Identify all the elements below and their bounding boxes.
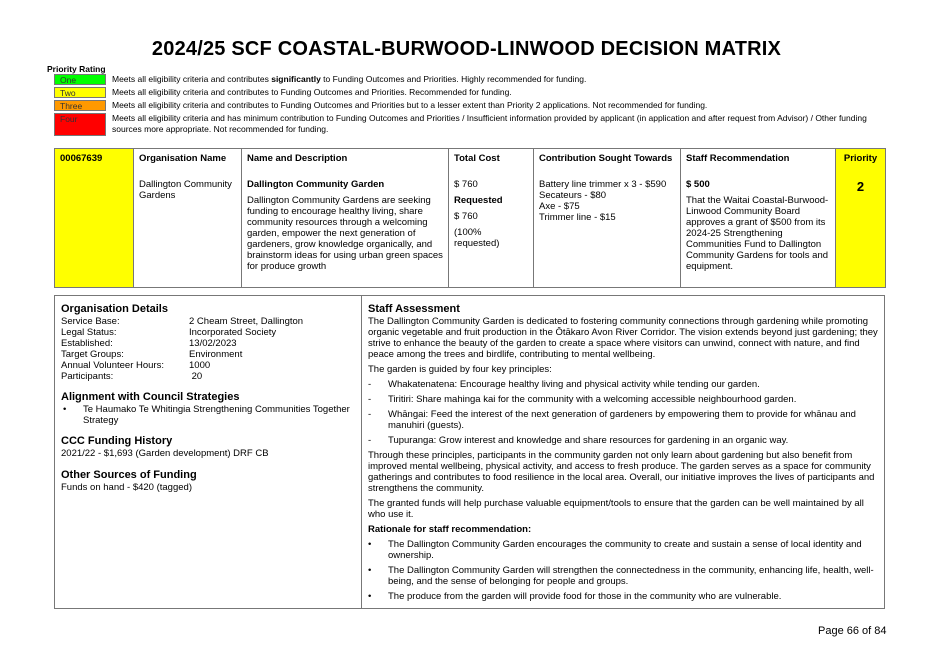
requested-amount: $ 760	[454, 211, 478, 222]
detail-row: Participants: 20	[61, 371, 203, 382]
rationale-item: • The Dallington Community Garden encourages the community to create and sustain a sense of local identity and ownership.	[368, 539, 862, 561]
principle-item: - Whakatenatena: Encourage healthy living and physical activity while tending our garden.	[368, 379, 760, 390]
legend-text-one: Meets all eligibility criteria and contributes significantly to Funding Outcomes and Priorities. Highly recommended for funding.	[112, 74, 587, 84]
rationale-heading: Rationale for staff recommendation:	[368, 524, 532, 535]
requested-label: Requested	[454, 195, 503, 206]
header-staff-recommendation: Staff Recommendation	[681, 149, 836, 176]
project-description: Dallington Community Gardens are seeking funding to encourage healthy living, share community resources through a welcoming garden, empower the next generation of gardeners, grow knowledge organically, and brainstorm ideas for using urban green spaces for produce growth	[247, 195, 443, 272]
detail-row: Annual Volunteer Hours: 1000	[61, 360, 211, 371]
header-organisation-name: Organisation Name	[134, 149, 242, 176]
principles-intro: The garden is guided by four key principles:	[368, 364, 552, 375]
priority-legend	[54, 74, 884, 138]
assessment-paragraph: The granted funds will help purchase valuable equipment/tools to ensure that the garden can be well maintained by all who use it.	[368, 498, 864, 520]
detail-row: Target Groups: Environment	[61, 349, 243, 360]
header-name-description: Name and Description	[242, 149, 449, 176]
contribution-item: Secateurs - $80	[539, 190, 607, 201]
bullet-icon: •	[368, 565, 372, 576]
alignment-heading: Alignment with Council Strategies	[61, 391, 240, 403]
legend-swatch-four: Four	[54, 113, 106, 136]
header-contribution: Contribution Sought Towards	[534, 149, 681, 176]
page-number: Page 66 of 84	[818, 625, 887, 637]
principle-item: - Tiritiri: Share mahinga kai for the community with a welcoming accessible neighbourhood garden.	[368, 394, 797, 405]
priority-value: 2	[836, 175, 886, 288]
principle-item: - Whāngai: Feed the interest of the next generation of gardeners by empowering them to provide for whānau and manuhiri (guests).	[368, 409, 856, 431]
total-cost-value: $ 760	[454, 179, 478, 190]
legend-row-one	[54, 74, 884, 85]
staff-recommendation-cell	[681, 175, 836, 288]
legend-text-four: Meets all eligibility criteria and has minimum contribution to Funding Outcomes and Priorities / Insufficient information provided by applicant (in application and after request from Advisor) / Other funding sources more appropriate. Not recommended for funding.	[112, 113, 867, 134]
bullet-icon: •	[368, 591, 372, 602]
staff-assessment-column	[362, 296, 884, 608]
funding-history-text: 2021/22 - $1,693 (Garden development) DRF CB	[61, 448, 269, 459]
detail-row: Service Base: 2 Cheam Street, Dallington	[61, 316, 304, 327]
recommendation-text: That the Waitai Coastal-Burwood-Linwood Community Board approves a grant of $500 from its 2024-25 Strengthening Communities Fund to Dallington Community Gardens for tools and equipment.	[686, 195, 829, 272]
organisation-details-heading: Organisation Details	[61, 303, 168, 315]
detail-row: Established: 13/02/2023	[61, 338, 237, 349]
contribution-item: Axe - $75	[539, 201, 580, 212]
assessment-intro: The Dallington Community Garden is dedicated to fostering community connections through gardening while promoting organic vegetable and fruit production in the Ōtākaro Avon River Corridor. The vision extends beyond just gardening; they strive to enhance the beauty of the garden to create a space where visitors can unwind, connect with nature, and find peace among the trees and birdlife, contributing to mental wellbeing.	[368, 316, 878, 360]
legend-text-three: Meets all eligibility criteria and contributes to Funding Outcomes and Priorities but to a lesser extent than Priority 2 applications. Not recommended for funding.	[112, 100, 708, 110]
dash-icon: -	[368, 409, 372, 420]
alignment-item: • Te Haumako Te Whitingia Strengthening Communities Together Strategy	[63, 404, 350, 426]
legend-row-three	[54, 100, 884, 111]
dash-icon: -	[368, 435, 372, 446]
requested-percentage: (100% requested)	[454, 227, 500, 249]
legend-swatch-one: One	[54, 74, 106, 85]
detail-row: Legal Status: Incorporated Society	[61, 327, 277, 338]
dash-icon: -	[368, 394, 372, 405]
matrix-header-row	[55, 149, 886, 176]
recommended-amount: $ 500	[686, 179, 710, 190]
contribution-item: Battery line trimmer x 3 - $590	[539, 179, 667, 190]
principle-item: - Tupuranga: Grow interest and knowledge and share resources for gardening in an organic way.	[368, 435, 789, 446]
decision-matrix-table	[54, 148, 886, 288]
dash-icon: -	[368, 379, 372, 390]
contribution-cell	[534, 175, 681, 288]
staff-assessment-heading: Staff Assessment	[368, 303, 460, 315]
details-panel	[54, 295, 885, 609]
bullet-icon: •	[368, 539, 372, 550]
legend-swatch-two: Two	[54, 87, 106, 98]
assessment-paragraph: Through these principles, participants in the community garden not only learn about gardening but also benefit from improved mental wellbeing, physical activity, and access to fresh produce. The garden serves as a space for community gatherings and contributes to food resilience in the local area. Overall, our initiative improves the lives of participants and strengthens the community.	[368, 450, 875, 494]
other-sources-text: Funds on hand - $420 (tagged)	[61, 482, 192, 493]
organisation-column	[55, 296, 362, 608]
header-priority: Priority	[836, 149, 886, 176]
rationale-item: • The produce from the garden will provide food for those in the community who are vulnerable.	[368, 591, 782, 602]
other-sources-heading: Other Sources of Funding	[61, 469, 197, 481]
contribution-item: Trimmer line - $15	[539, 212, 616, 223]
bullet-icon: •	[63, 404, 67, 415]
legend-row-four	[54, 113, 884, 136]
organisation-name-cell	[134, 175, 242, 288]
total-cost-cell	[449, 175, 534, 288]
legend-row-two	[54, 87, 884, 98]
rationale-item: • The Dallington Community Garden will strengthen the connectedness in the community, enhancing life, health, well-being, and the sense of belonging for people and groups.	[368, 565, 874, 587]
funding-history-heading: CCC Funding History	[61, 435, 173, 447]
legend-swatch-three: Three	[54, 100, 106, 111]
application-id: 00067639	[55, 149, 134, 176]
organisation-name: Dallington Community Gardens	[139, 179, 232, 201]
header-total-cost: Total Cost	[449, 149, 534, 176]
name-description-cell	[242, 175, 449, 288]
project-name: Dallington Community Garden	[247, 179, 385, 190]
priority-rating-heading: Priority Rating	[47, 64, 106, 74]
id-cell-fill	[55, 175, 134, 288]
matrix-body-row	[55, 175, 886, 288]
page-title: 2024/25 SCF COASTAL-BURWOOD-LINWOOD DECISION MATRIX	[151, 38, 782, 60]
legend-text-two: Meets all eligibility criteria and contributes to Funding Outcomes and Priorities. Recommended for funding.	[112, 87, 512, 97]
